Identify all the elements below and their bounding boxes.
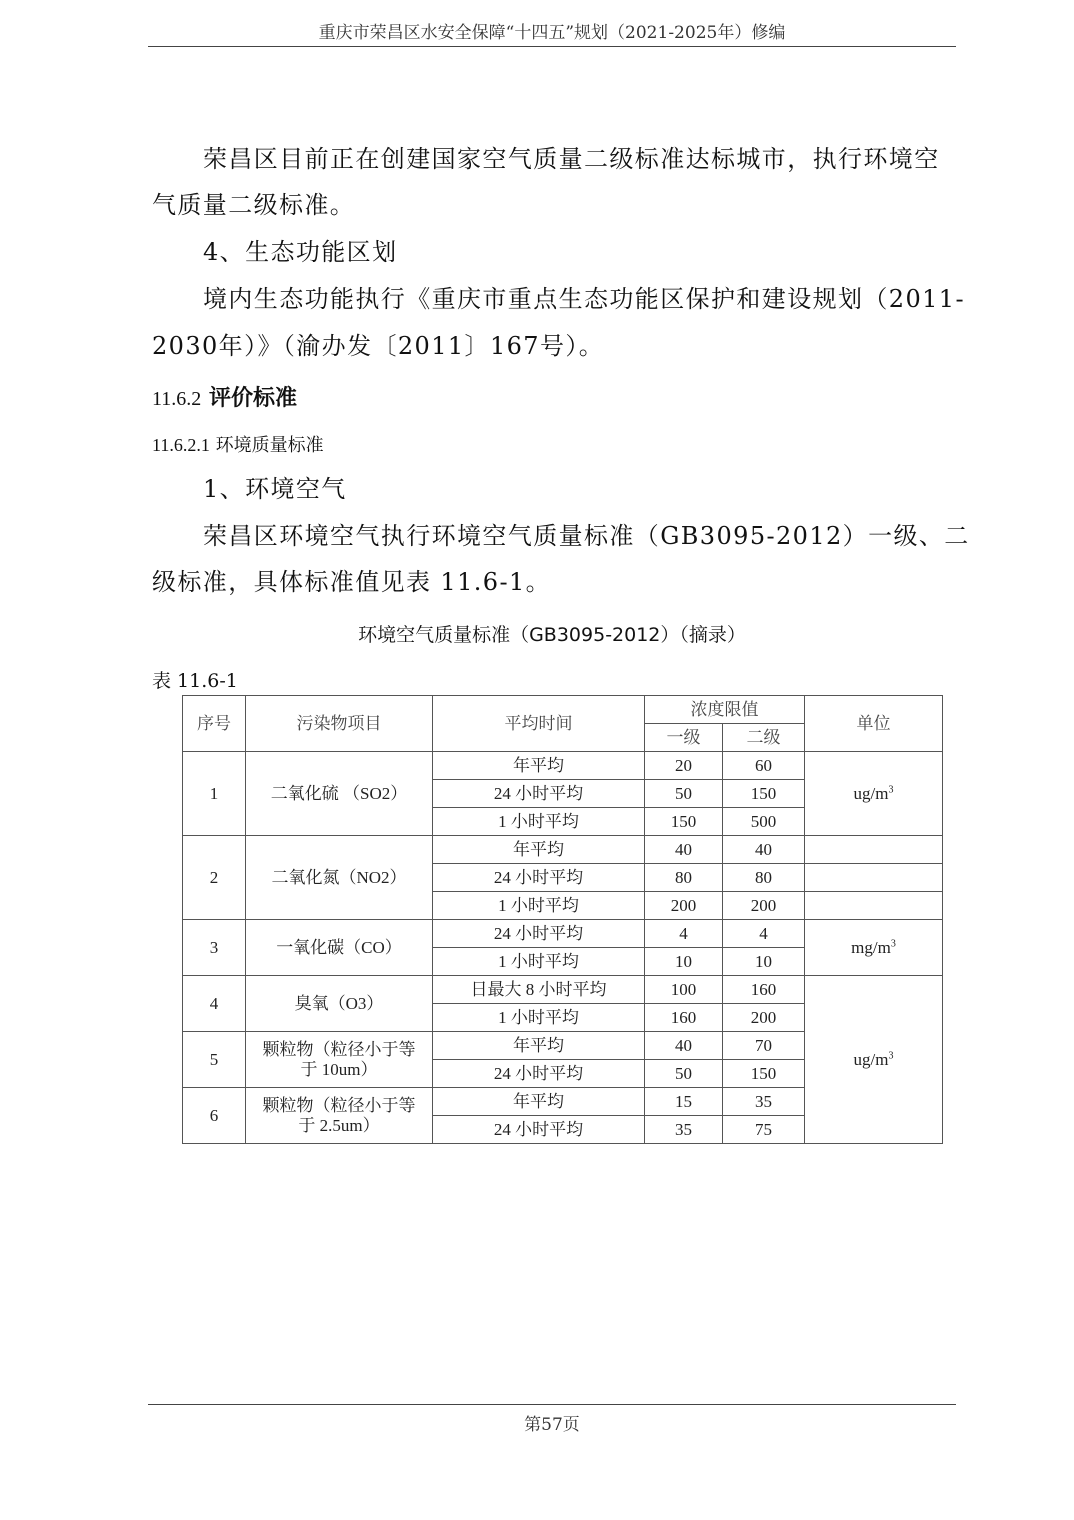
pollutant-line-1: 颗粒物（粒径小于等 <box>262 1095 416 1115</box>
pollutant-line-2: 于 10um） <box>300 1059 378 1079</box>
cell-grade-2: 150 <box>723 1060 805 1088</box>
paragraph-1-line-2: 气质量二级标准。 <box>152 191 356 219</box>
cell-unit <box>805 920 943 976</box>
item-4-heading: 4、生态功能区划 <box>203 238 398 266</box>
cell-time: 年平均 <box>433 836 645 864</box>
cell-grade-1: 50 <box>645 780 723 808</box>
cell-grade-1: 160 <box>645 1004 723 1032</box>
cell-time: 1 小时平均 <box>433 892 645 920</box>
paragraph-3-line-1: 荣昌区环境空气执行环境空气质量标准（GB3095-2012）一级、二 <box>203 522 970 550</box>
cell-no: 4 <box>183 976 246 1032</box>
unit-exponent: 3 <box>890 937 896 949</box>
table-row <box>183 920 943 948</box>
paragraph-2-line-1: 境内生态功能执行《重庆市重点生态功能区保护和建设规划（2011- <box>203 285 965 313</box>
cell-no: 6 <box>183 1088 246 1144</box>
cell-grade-2: 200 <box>723 892 805 920</box>
cell-grade-2: 4 <box>723 920 805 948</box>
cell-grade-1: 40 <box>645 836 723 864</box>
air-quality-standard-table <box>182 695 943 1144</box>
header-grade-2: 二级 <box>723 724 805 752</box>
cell-grade-1: 50 <box>645 1060 723 1088</box>
section-heading-11-6-2 <box>152 381 297 412</box>
cell-unit <box>805 752 943 836</box>
header-limit: 浓度限值 <box>645 696 805 724</box>
cell-no: 5 <box>183 1032 246 1088</box>
header-unit: 单位 <box>805 696 943 752</box>
cell-pollutant: 一氧化碳（CO） <box>246 920 433 976</box>
cell-grade-1: 10 <box>645 948 723 976</box>
header-rule <box>148 46 956 47</box>
pollutant-line-1: 颗粒物（粒径小于等 <box>262 1039 416 1059</box>
cell-grade-1: 150 <box>645 808 723 836</box>
table-row <box>183 836 943 864</box>
cell-time: 1 小时平均 <box>433 1004 645 1032</box>
pollutant-line-2: 于 2.5um） <box>298 1115 380 1135</box>
cell-unit-empty <box>805 836 943 864</box>
cell-grade-1: 20 <box>645 752 723 780</box>
cell-grade-1: 100 <box>645 976 723 1004</box>
cell-grade-2: 500 <box>723 808 805 836</box>
cell-pollutant <box>246 1032 433 1088</box>
unit-base: ug/m <box>853 783 889 803</box>
cell-grade-2: 75 <box>723 1116 805 1144</box>
cell-unit-empty <box>805 864 943 892</box>
cell-time: 1 小时平均 <box>433 948 645 976</box>
cell-grade-2: 10 <box>723 948 805 976</box>
cell-pollutant: 二氧化氮（NO2） <box>246 836 433 920</box>
cell-grade-1: 200 <box>645 892 723 920</box>
page-number: 第57页 <box>524 1415 580 1435</box>
item-1-heading: 1、环境空气 <box>203 475 347 503</box>
cell-grade-1: 15 <box>645 1088 723 1116</box>
cell-grade-2: 60 <box>723 752 805 780</box>
table-label: 表 11.6-1 <box>152 670 238 692</box>
header-grade-1: 一级 <box>645 724 723 752</box>
paragraph-3-line-2: 级标准，具体标准值见表 11.6-1。 <box>152 568 552 596</box>
table-title: 环境空气质量标准（GB3095-2012）（摘录） <box>358 624 746 646</box>
cell-time: 24 小时平均 <box>433 920 645 948</box>
subsection-title: 环境质量标准 <box>215 435 324 456</box>
cell-time: 日最大 8 小时平均 <box>433 976 645 1004</box>
footer-rule <box>148 1404 956 1405</box>
section-number: 11.6.2 <box>152 388 202 410</box>
cell-grade-1: 35 <box>645 1116 723 1144</box>
subsection-heading-11-6-2-1 <box>152 431 324 457</box>
table-row <box>183 752 943 780</box>
cell-grade-2: 40 <box>723 836 805 864</box>
cell-pollutant: 二氧化硫 （SO2） <box>246 752 433 836</box>
cell-grade-2: 150 <box>723 780 805 808</box>
section-title: 评价标准 <box>208 386 297 411</box>
cell-no: 3 <box>183 920 246 976</box>
header-pollutant: 污染物项目 <box>246 696 433 752</box>
running-header: 重庆市荣昌区水安全保障“十四五”规划（2021-2025年）修编 <box>318 23 786 43</box>
cell-time: 24 小时平均 <box>433 1116 645 1144</box>
cell-pollutant: 臭氧（O3） <box>246 976 433 1032</box>
cell-time: 年平均 <box>433 1088 645 1116</box>
cell-grade-2: 200 <box>723 1004 805 1032</box>
cell-unit-empty <box>805 892 943 920</box>
cell-grade-1: 40 <box>645 1032 723 1060</box>
cell-time: 1 小时平均 <box>433 808 645 836</box>
unit-base: ug/m <box>853 1049 889 1069</box>
unit-exponent: 3 <box>888 1049 894 1061</box>
cell-time: 24 小时平均 <box>433 864 645 892</box>
cell-pollutant <box>246 1088 433 1144</box>
table-row <box>183 976 943 1004</box>
subsection-number: 11.6.2.1 <box>152 435 210 455</box>
paragraph-2-line-2: 2030年）》（渝办发〔2011〕167号）。 <box>152 332 605 360</box>
cell-grade-2: 80 <box>723 864 805 892</box>
cell-no: 2 <box>183 836 246 920</box>
cell-grade-1: 4 <box>645 920 723 948</box>
unit-base: mg/m <box>851 937 891 957</box>
cell-grade-1: 80 <box>645 864 723 892</box>
cell-time: 年平均 <box>433 752 645 780</box>
table-header-row <box>183 696 943 724</box>
paragraph-1-line-1: 荣昌区目前正在创建国家空气质量二级标准达标城市，执行环境空 <box>203 145 940 173</box>
header-time: 平均时间 <box>433 696 645 752</box>
cell-grade-2: 160 <box>723 976 805 1004</box>
cell-grade-2: 35 <box>723 1088 805 1116</box>
cell-time: 24 小时平均 <box>433 780 645 808</box>
unit-exponent: 3 <box>888 783 894 795</box>
cell-no: 1 <box>183 752 246 836</box>
cell-time: 24 小时平均 <box>433 1060 645 1088</box>
cell-unit <box>805 976 943 1144</box>
header-no: 序号 <box>183 696 246 752</box>
cell-time: 年平均 <box>433 1032 645 1060</box>
cell-grade-2: 70 <box>723 1032 805 1060</box>
